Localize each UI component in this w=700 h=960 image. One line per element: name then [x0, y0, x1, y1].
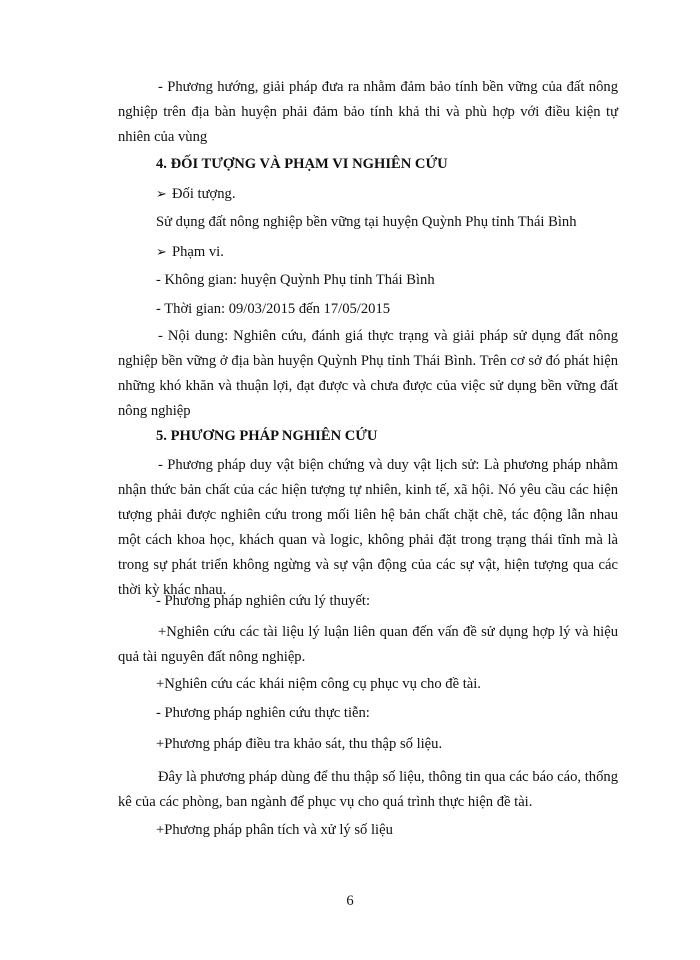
- practice-item-2: +Phương pháp phân tích và xử lý số liệu: [156, 822, 393, 838]
- scope-time: - Thời gian: 09/03/2015 đến 17/05/2015: [156, 301, 391, 317]
- scope-label-line: [156, 239, 224, 265]
- paragraph-direction: - Phương hướng, giải pháp đưa ra nhằm đảm bảo tính bền vững của đất nông nghiệp trên địa bàn huyện phải đảm bảo tính khả thi và phù hợp với điều kiện tự nhiên của vùng: [118, 79, 618, 145]
- practice-description: Đây là phương pháp dùng để thu thập số liệu, thông tin qua các báo cáo, thống kê của các phòng, ban ngành để phục vụ cho quá trình thực hiện đề tài.: [118, 769, 618, 810]
- practice-item-1: +Phương pháp điều tra khảo sát, thu thập số liệu.: [156, 736, 443, 752]
- section-heading-5: 5. PHƯƠNG PHÁP NGHIÊN CỨU: [156, 428, 378, 444]
- scope-space: - Không gian: huyện Quỳnh Phụ tỉnh Thái Bình: [156, 272, 435, 288]
- method-theory: - Phương pháp nghiên cứu lý thuyết:: [156, 593, 371, 609]
- method-dialectic: - Phương pháp duy vật biện chứng và duy vật lịch sử: Là phương pháp nhằm nhận thức bản chất của các hiện tượng tự nhiên, kinh tế, xã hội. Nó yêu cầu các hiện tượng phải được nghiên cứu trong mối liên hệ bản chất chặt chẽ, tác động lẫn nhau một cách khoa học, khách quan và logic, không phải đặt trong trạng thái tĩnh mà là trong sự phát triển không ngừng và sự vận động của các sự vật, hiện tượng qua các thời kỳ khác nhau.: [118, 457, 618, 598]
- subject-text: Sử dụng đất nông nghiệp bền vững tại huyện Quỳnh Phụ tỉnh Thái Bình: [156, 214, 577, 230]
- arrow-bullet-icon: ➢: [156, 244, 167, 259]
- scope-label: Phạm vi.: [172, 244, 224, 260]
- subject-label: Đối tượng.: [172, 186, 236, 202]
- theory-item-2: +Nghiên cứu các khái niệm công cụ phục vụ cho đề tài.: [156, 676, 481, 692]
- section-heading-4: 4. ĐỐI TƯỢNG VÀ PHẠM VI NGHIÊN CỨU: [156, 156, 448, 172]
- method-practice: - Phương pháp nghiên cứu thực tiễn:: [156, 705, 370, 721]
- arrow-bullet-icon: ➢: [156, 186, 167, 201]
- theory-item-1: +Nghiên cứu các tài liệu lý luận liên quan đến vấn đề sử dụng hợp lý và hiệu quả tài nguyên đất nông nghiệp.: [118, 624, 618, 665]
- subject-label-line: [156, 181, 235, 207]
- scope-content: - Nội dung: Nghiên cứu, đánh giá thực trạng và giải pháp sử dụng đất nông nghiệp bền vững ở địa bàn huyện Quỳnh Phụ tỉnh Thái Bình. Trên cơ sở đó phát hiện những khó khăn và thuận lợi, đạt được và chưa được của việc sử dụng bền vững đất nông nghiệp: [118, 328, 618, 419]
- page-number: 6: [346, 893, 354, 909]
